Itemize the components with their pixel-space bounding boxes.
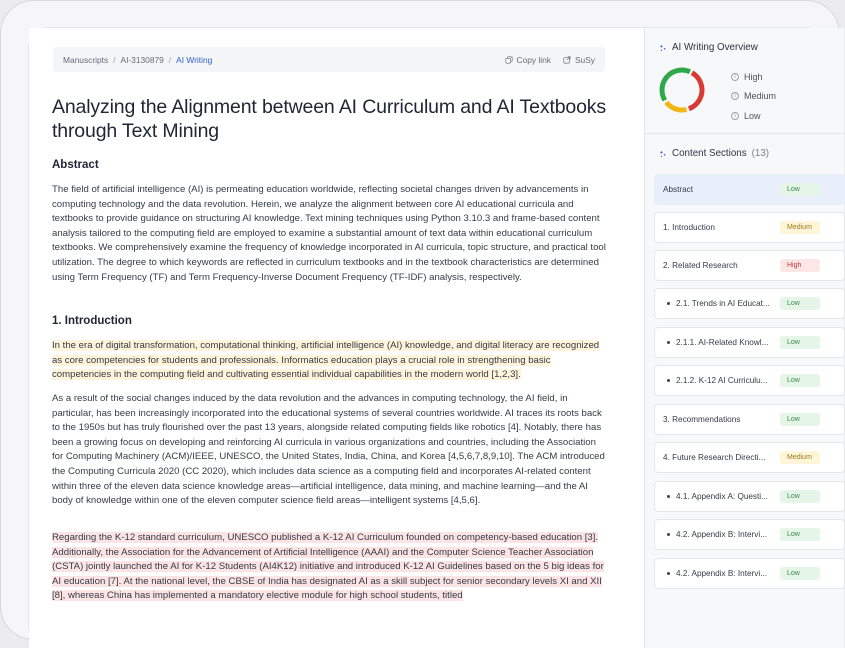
content-section-label: 1. Introduction: [663, 223, 715, 232]
content-section-item[interactable]: [654, 327, 845, 358]
page-title: Analyzing the Alignment between AI Curriculum and AI Textbooks through Text Mining: [52, 96, 607, 142]
content-section-label: 3. Recommendations: [663, 415, 741, 424]
content-section-item[interactable]: [654, 174, 845, 205]
abstract-paragraph: The field of artificial intelligence (AI) is permeating education worldwide, reflecting societal changes driven by advancements in computing technology and the data revolution. Herein, we analyze the alignment between core AI educational curricula and textbooks to provide guidance on structuring AI knowledge. Text mining techniques using Python 3.10.3 and frame-based content analysis tailored to the computing field are employed to examine a substantial amount of text data within educational curriculum textbooks. We comprehensively examine the frequency of knowledge incorporated in AI curricula, topic structure, and practical tool utilization. The degree to which keywords are reflected in curriculum textbooks and in the textbook characteristics are determined using Term Frequency (TF) and Term Frequency-Inverse Document Frequency (TF-IDF) analysis, respectively.: [52, 184, 606, 283]
content-section-item[interactable]: [654, 519, 845, 550]
sparkle-icon: [659, 150, 667, 158]
ai-level-badge: Low: [780, 413, 820, 426]
copy-link-button[interactable]: [505, 55, 551, 65]
content-section-item[interactable]: [654, 288, 845, 319]
overview-legend: [731, 67, 776, 126]
legend-low-label: Low: [744, 110, 761, 121]
breadcrumb-actions: [505, 55, 595, 65]
ai-level-badge: High: [780, 259, 820, 272]
susy-button[interactable]: [563, 55, 595, 65]
content-section-item[interactable]: [654, 212, 845, 243]
breadcrumb-manuscript-id[interactable]: AI-3130879: [120, 54, 164, 65]
ai-writing-sidebar: [644, 28, 844, 648]
content-sections-count: (13): [751, 148, 770, 159]
content-section-label: 4.1. Appendix A: Questi...: [676, 492, 768, 501]
legend-medium-label: Medium: [744, 91, 777, 102]
content-sections-heading: [659, 148, 769, 159]
content-section-label: 2.1.2. K-12 AI Curriculu...: [676, 376, 768, 385]
medium-ai-highlight[interactable]: In the era of digital transformation, computational thinking, artificial intelligence (AI) knowledge, and digital literacy are recognized as core competencies for students and professionals. Informatics education plays a crucial role in strengthening basic competencies in the computing field and cultivating essential individual capabilities in the modern world [1,2,3].: [52, 340, 600, 381]
intro-paragraph-3: [52, 531, 608, 604]
content-section-label: Abstract: [663, 185, 694, 194]
legend-high[interactable]: [731, 67, 776, 87]
bullet-icon: [667, 533, 670, 536]
content-section-label: 4.2. Appendix B: Intervi...: [676, 530, 768, 539]
content-section-item[interactable]: [654, 250, 845, 281]
content-section-label: 4. Future Research Directi...: [663, 453, 766, 462]
breadcrumb-manuscripts[interactable]: Manuscripts: [63, 54, 109, 65]
abstract-heading: Abstract: [52, 159, 99, 171]
content-section-label: 2.1. Trends in AI Educat...: [676, 299, 770, 308]
sparkle-icon: [659, 44, 667, 52]
breadcrumb: [53, 47, 605, 72]
ai-level-badge: Medium: [780, 221, 820, 234]
intro-paragraph-2: As a result of the social changes induced by the data revolution and the advances in computing technology, the AI field, in particular, has been increasingly incorporated into the educational systems of several countries worldwide. AI traces its roots back to the 1950s but has truly flourished over the past 13 years, alongside related computing fields like robotics [4]. Notably, there has been a growing focus on developing and reinforcing AI curricula in various organizations and countries, including the Association for Computing Machinery (ACM)/IEEE, UNESCO, the United States, India, China, and Korea [4,5,6,7,8,9,10]. The ACM introduced the Computing Curricula 2020 (CC 2020), which includes data science as a computing field and incorporates AI-related content within three of the eleven data science knowledge areas—artificial intelligence, data mining, and machine learning—and the AI body of knowledge within one of the eleven computer science field areas—intelligent systems [4,5,6].: [52, 393, 605, 507]
info-icon: i: [731, 73, 739, 81]
legend-low[interactable]: [731, 106, 776, 126]
bullet-icon: [667, 341, 670, 344]
breadcrumb-ai-writing[interactable]: AI Writing: [176, 54, 213, 65]
ai-level-badge: Low: [780, 336, 820, 349]
copy-icon: [505, 56, 513, 64]
content-section-label: 2.1.1. AI-Related Knowl...: [676, 338, 769, 347]
breadcrumb-separator: /: [113, 54, 116, 65]
ai-level-badge: Low: [780, 490, 820, 503]
ai-level-badge: Low: [780, 528, 820, 541]
bullet-icon: [667, 302, 670, 305]
content-section-item[interactable]: [654, 558, 845, 589]
overview-heading: [659, 42, 758, 53]
overview-heading-label: AI Writing Overview: [672, 42, 758, 53]
info-icon: i: [731, 112, 739, 120]
sidebar-divider: [645, 133, 845, 134]
document-pane: [29, 28, 644, 648]
info-icon: i: [731, 92, 739, 100]
content-section-item[interactable]: [654, 404, 845, 435]
content-section-item[interactable]: [654, 481, 845, 512]
ai-level-badge: Medium: [780, 451, 820, 464]
bullet-icon: [667, 379, 670, 382]
breadcrumb-separator: /: [168, 54, 172, 65]
ai-level-badge: Low: [780, 567, 820, 580]
ai-writing-donut-chart: [658, 66, 706, 114]
content-section-item[interactable]: [654, 442, 845, 473]
content-section-label: 2. Related Research: [663, 261, 738, 270]
ai-level-badge: Low: [780, 374, 820, 387]
bullet-icon: [667, 572, 670, 575]
ai-level-badge: Low: [780, 183, 820, 196]
introduction-heading: 1. Introduction: [52, 315, 132, 327]
intro-paragraph-1: [52, 339, 608, 383]
app-window: [28, 27, 828, 647]
content-sections-label: Content Sections: [672, 148, 747, 159]
content-section-label: 4.2. Appendix B: Intervi...: [676, 569, 768, 578]
external-link-icon: [563, 56, 571, 64]
legend-medium[interactable]: [731, 87, 776, 107]
copy-link-label: Copy link: [516, 54, 551, 65]
bullet-icon: [667, 495, 670, 498]
ai-level-badge: Low: [780, 297, 820, 310]
content-section-item[interactable]: [654, 365, 845, 396]
legend-high-label: High: [744, 71, 763, 82]
high-ai-highlight[interactable]: Regarding the K-12 standard curriculum, UNESCO published a K-12 AI Curriculum founded on competency-based education [3]. Additionally, the Association for the Advancement of Artificial Intelligence (AAAI) and the Computer Science Teacher Association (CSTA) jointly launched the AI for K-12 Students (AI4K12) initiative and introduced K-12 AI Guidelines based on the 5 big ideas for AI education [7]. At the national level, the CBSE of India has designated AI as a skill subject for senior secondary levels XI and XII [8], whereas China has implemented a mandatory elective module for high school students, titled: [52, 532, 604, 602]
susy-label: SuSy: [574, 54, 595, 65]
